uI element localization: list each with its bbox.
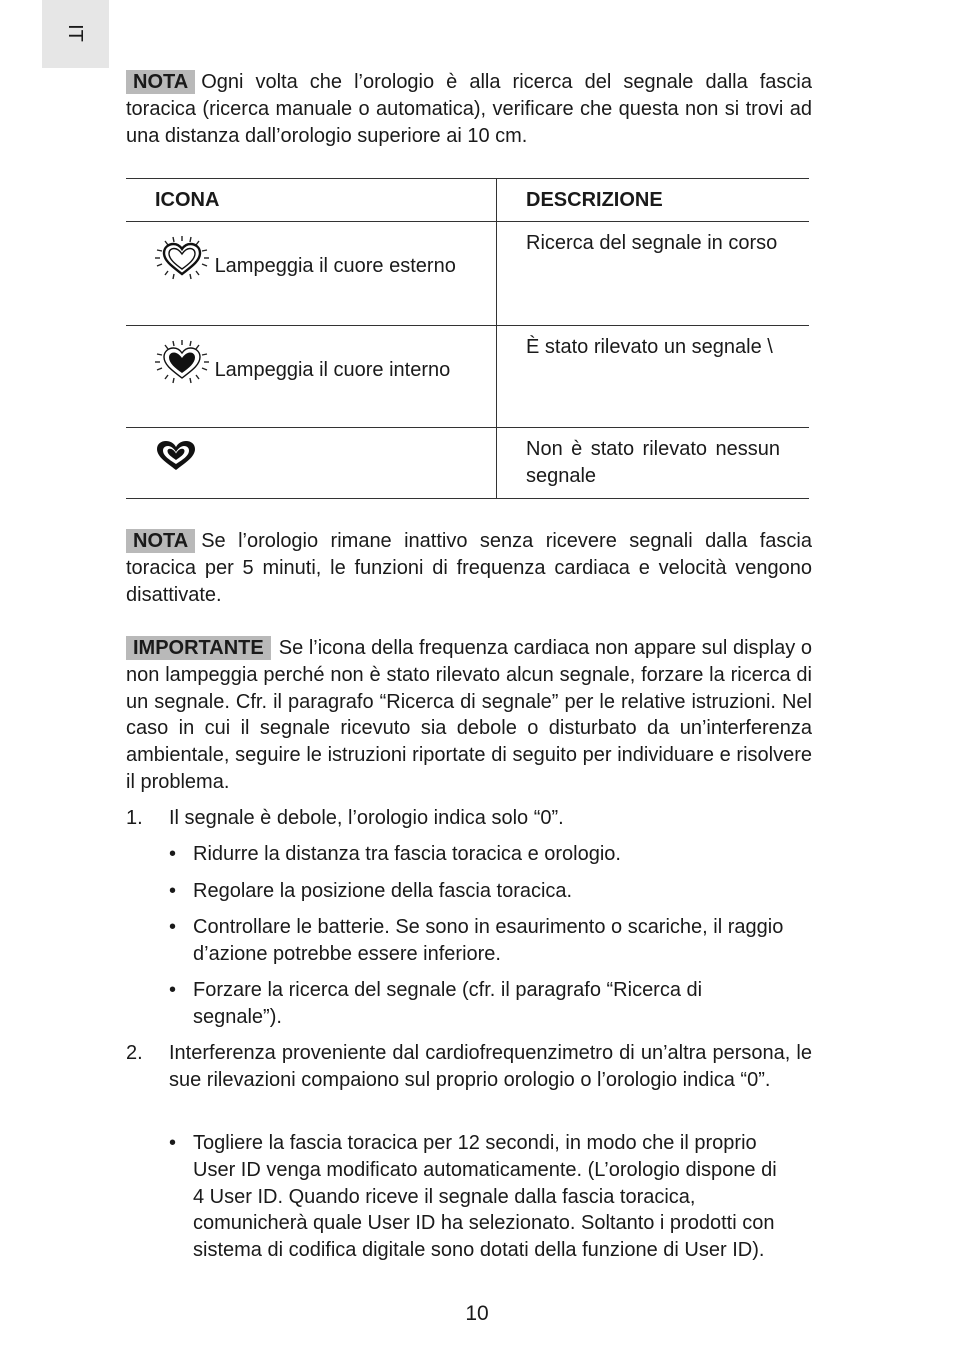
language-tab — [42, 0, 109, 68]
bullet-text: Controllare le batterie. Se sono in esaurimento o scariche, il raggio d’azione potrebbe essere inferiore. — [193, 916, 784, 965]
important-paragraph — [126, 635, 812, 796]
bullet-marker: • — [169, 1132, 177, 1154]
heart-outer-blinking-icon — [155, 236, 209, 280]
note-text: Ogni volta che l’orologio è alla ricerca del segnale dalla fascia toracica (ricerca manuale o automatica), verificare che questa non si trovi ad una distanza dall’orologio superiore ai 10 cm. — [126, 71, 812, 147]
list-text: Interferenza proveniente dal cardiofrequenzimetro di un’altra persona, le sue rilevazioni compaiono sul proprio orologio o l’orologio indica “0”. — [169, 1042, 812, 1091]
row-description: Non è stato rilevato nessun segnale — [526, 438, 780, 487]
bullet-text: Regolare la posizione della fascia toracica. — [193, 880, 573, 902]
heart-inner-blinking-icon — [155, 340, 209, 384]
language-tab-label: IT — [64, 24, 86, 42]
icon-table — [126, 178, 809, 499]
row-description: È stato rilevato un segnale \ — [526, 336, 773, 358]
page-number: 10 — [465, 1302, 489, 1325]
icon-label: Lampeggia il cuore esterno — [214, 255, 456, 278]
note-tag: NOTA — [126, 529, 195, 553]
note-paragraph-1 — [126, 69, 812, 149]
note-tag: NOTA — [126, 70, 195, 94]
bullet-text: Togliere la fascia toracica per 12 secondi, in modo che il proprio User ID venga modificato automaticamente. (L’orologio dispone di 4 User ID. Quando riceve il segnale dalla fascia toracica, comunicherà quale User ID ha selezionato. Soltanto i prodotti con sistema di codifica digitale sono dotati della funzione di User ID). — [193, 1132, 777, 1262]
bullet-marker: • — [169, 880, 177, 902]
table-header-description: DESCRIZIONE — [526, 189, 663, 211]
note-paragraph-2 — [126, 528, 812, 608]
list-number: 1. — [126, 807, 143, 829]
list-text: Il segnale è debole, l’orologio indica solo “0”. — [169, 807, 564, 829]
bullet-marker: • — [169, 843, 177, 865]
list-number: 2. — [126, 1042, 143, 1064]
bullet-marker: • — [169, 979, 177, 1001]
bullet-marker: • — [169, 916, 177, 938]
note-text: Se l’orologio rimane inattivo senza ricevere segnali dalla fascia toracica per 5 minuti, le funzioni di frequenza cardiaca e velocità vengono disattivate. — [126, 530, 812, 606]
row-description: Ricerca del segnale in corso — [526, 232, 778, 254]
important-text: Se l’icona della frequenza cardiaca non appare sul display o non lampeggia perché non è stato rilevato alcun segnale, forzare la ricerca di un segnale. Cfr. il paragrafo “Ricerca di segnale” per le relative istruzioni. Nel caso in cui il segnale ricevuto sia debole o disturbato da un’interferenza ambientale, seguire le istruzioni riportate di seguito per individuare e risolvere il problema. — [126, 637, 812, 793]
bullet-text: Forzare la ricerca del segnale (cfr. il paragrafo “Ricerca di segnale”). — [193, 979, 703, 1028]
important-tag: IMPORTANTE — [126, 636, 271, 660]
heart-solid-icon — [155, 440, 197, 472]
table-row — [126, 326, 809, 428]
table-header-icon: ICONA — [126, 179, 497, 222]
icon-label: Lampeggia il cuore interno — [214, 359, 451, 382]
table-row — [126, 428, 809, 499]
table-row — [126, 222, 809, 326]
bullet-text: Ridurre la distanza tra fascia toracica e orologio. — [193, 843, 621, 865]
table-header-row — [126, 179, 809, 222]
